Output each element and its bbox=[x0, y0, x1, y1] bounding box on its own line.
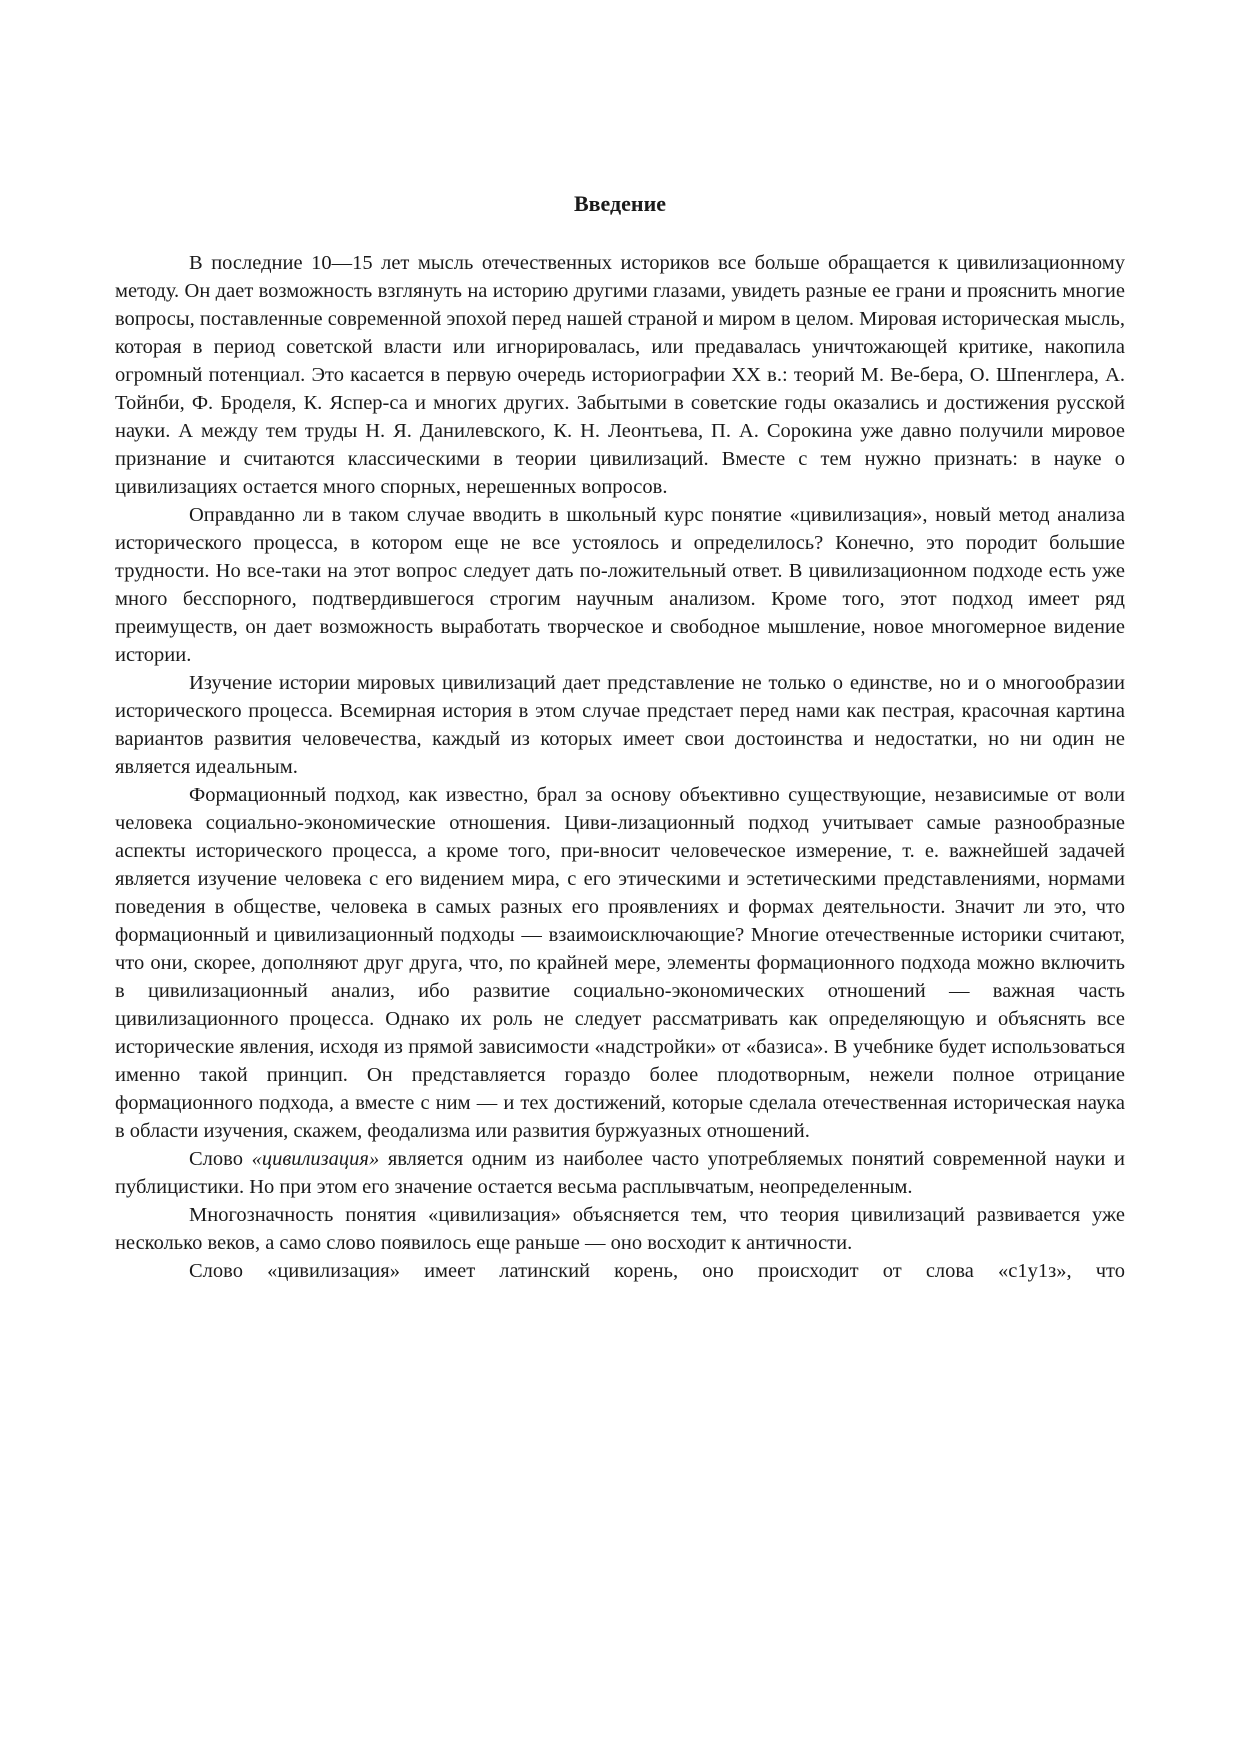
paragraph-3: Изучение истории мировых цивилизаций дает представление не только о единстве, но и о многообразии исторического процесса. Всемирная история в этом случае предстает перед нами как пестрая, красочная картина вариантов развития человечества, каждый из которых имеет свои достоинства и недостатки, но ни один не является идеальным. bbox=[115, 672, 1125, 778]
paragraph-5-rest: является одним из наиболее часто употребляемых понятий современной науки и публицистики. Но при этом его значение остается весьма расплывчатым, неопределенным. bbox=[115, 1148, 1125, 1198]
paragraph-7: Слово «цивилизация» имеет латинский корень, оно происходит от слова «с1у1з», что bbox=[189, 1260, 1125, 1282]
document-page bbox=[115, 190, 1125, 1285]
paragraph-6: Многозначность понятия «цивилизация» объясняется тем, что теория цивилизаций развивается уже несколько веков, а само слово появилось еще раньше — оно восходит к античности. bbox=[115, 1204, 1125, 1254]
paragraph-5 bbox=[115, 1145, 1125, 1201]
italic-term: «цивилизация» bbox=[251, 1148, 380, 1170]
paragraph-2: Оправданно ли в таком случае вводить в школьный курс понятие «цивилизация», новый метод анализа исторического процесса, в котором еще не все устоялось и определилось? Конечно, это породит большие трудности. Но все-таки на этот вопрос следует дать по-ложительный ответ. В цивилизационном подходе есть уже много бесспорного, подтвердившегося строгим научным анализом. Кроме того, этот подход имеет ряд преимуществ, он дает возможность выработать творческое и свободное мышление, новое многомерное видение истории. bbox=[115, 504, 1125, 666]
page-title: Введение bbox=[573, 191, 667, 216]
paragraph-4: Формационный подход, как известно, брал за основу объективно существующие, независимые от воли человека социально-экономические отношения. Циви-лизационный подход учитывает самые разнообразные аспекты исторического процесса, а кроме того, при-вносит человеческое измерение, т. е. важнейшей задачей является изучение человека с его видением мира, с его этическими и эстетическими представлениями, нормами поведения в обществе, человека в самых разных его проявлениях и формах деятельности. Значит ли это, что формационный и цивилизационный подходы — взаимоисключающие? Многие отечественные историки считают, что они, скорее, дополняют друг друга, что, по крайней мере, элементы формационного подхода можно включить в цивилизационный анализ, ибо развитие социально-экономических отношений — важная часть цивилизационного процесса. Однако их роль не следует рассматривать как определяющую и объяснять все исторические явления, исходя из прямой зависимости «надстройки» от «базиса». В учебнике будет использоваться именно такой принцип. Он представляется гораздо более плодотворным, нежели полное отрицание формационного подхода, а вместе с ним — и тех достижений, которые сделала отечественная историческая наука в области изучения, скажем, феодализма или развития буржуазных отношений. bbox=[115, 784, 1125, 1142]
paragraph-1: В последние 10—15 лет мысль отечественных историков все больше обращается к цивилизационному методу. Он дает возможность взглянуть на историю другими глазами, увидеть разные ее грани и прояснить многие вопросы, поставленные современной эпохой перед нашей страной и миром в целом. Мировая историческая мысль, которая в период советской власти или игнорировалась, или предавалась уничтожающей критике, накопила огромный потенциал. Это касается в первую очередь историографии XX в.: теорий М. Ве-бера, О. Шпенглера, А. Тойнби, Ф. Броделя, К. Яспер-са и многих других. Забытыми в советские годы оказались и достижения русской науки. А между тем труды Н. Я. Данилевского, К. Н. Леонтьева, П. А. Сорокина уже давно получили мировое признание и считаются классическими в теории цивилизаций. Вместе с тем нужно признать: в науке о цивилизациях остается много спорных, нерешенных вопросов. bbox=[115, 252, 1125, 498]
paragraph-5-lead: Слово bbox=[189, 1148, 252, 1170]
